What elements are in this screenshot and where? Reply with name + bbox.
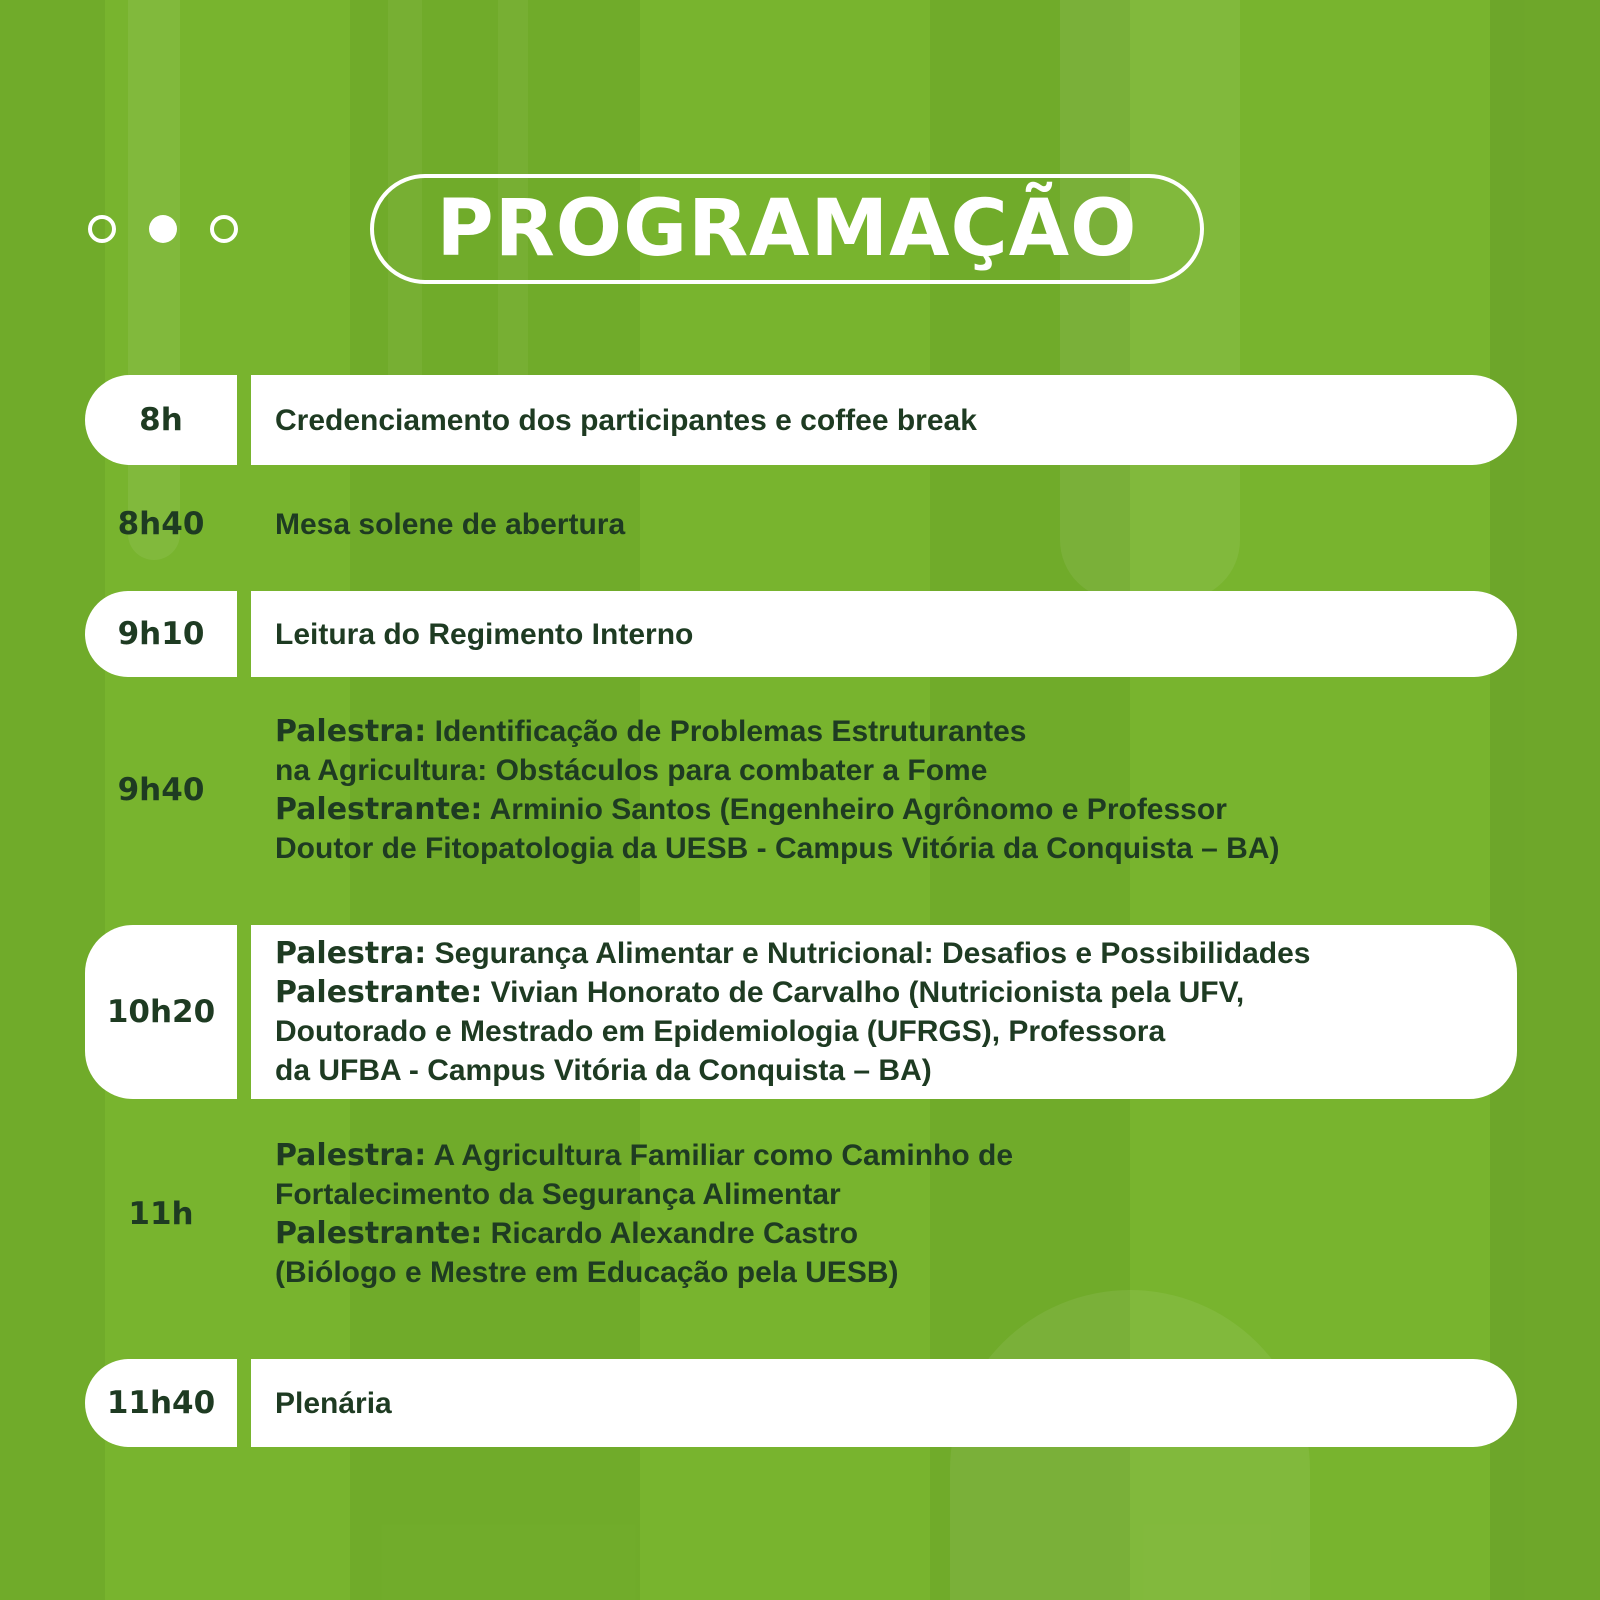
event-line-label: Palestrante: bbox=[275, 792, 483, 827]
row-gap bbox=[237, 375, 251, 465]
event-line-text: Fortalecimento da Segurança Alimentar bbox=[275, 1178, 841, 1211]
time-badge: 8h40 bbox=[117, 506, 205, 542]
event-description bbox=[251, 375, 1517, 465]
row-gap bbox=[237, 1359, 251, 1447]
event-line-label: Palestra: bbox=[275, 1138, 427, 1173]
event-line-text: Plenária bbox=[275, 1386, 392, 1420]
dot-filled-icon bbox=[149, 215, 177, 243]
event-line-text: Segurança Alimentar e Nutricional: Desafios e Possibilidades bbox=[426, 937, 1311, 970]
event-line-label: Palestra: bbox=[275, 714, 427, 749]
event-line bbox=[275, 934, 1517, 973]
event-line-text: Ricardo Alexandre Castro bbox=[482, 1217, 859, 1250]
header bbox=[0, 0, 1600, 330]
schedule-row bbox=[85, 591, 1517, 677]
event-line-text: Mesa solene de abertura bbox=[275, 507, 626, 541]
event-line bbox=[275, 1175, 1517, 1214]
event-line-text: Identificação de Problemas Estruturantes bbox=[426, 715, 1027, 748]
event-line bbox=[275, 1253, 1517, 1292]
schedule-row bbox=[85, 1359, 1517, 1447]
event-line-text: A Agricultura Familiar como Caminho de bbox=[426, 1139, 1014, 1172]
event-line bbox=[275, 829, 1517, 868]
event-line bbox=[275, 712, 1517, 751]
event-line-text: (Biólogo e Mestre em Educação pela UESB) bbox=[275, 1256, 899, 1289]
event-line-text: Arminio Santos (Engenheiro Agrônomo e Professor bbox=[482, 793, 1227, 826]
event-description bbox=[251, 1135, 1517, 1293]
event-line bbox=[275, 973, 1517, 1012]
event-line-text: Credenciamento dos participantes e coffee break bbox=[275, 403, 977, 437]
event-line-text: Doutorado e Mestrado em Epidemiologia (UFRGS), Professora bbox=[275, 1015, 1166, 1048]
row-gap bbox=[237, 591, 251, 677]
time-badge: 11h40 bbox=[85, 1359, 237, 1447]
event-line bbox=[275, 790, 1517, 829]
page-title: PROGRAMAÇÃO bbox=[436, 184, 1138, 274]
schedule-row bbox=[85, 1135, 1517, 1293]
event-line bbox=[275, 751, 1517, 790]
schedule-row bbox=[85, 375, 1517, 465]
dot-outline-icon bbox=[210, 215, 238, 243]
event-line-text: na Agricultura: Obstáculos para combater a Fome bbox=[275, 754, 988, 787]
event-description bbox=[251, 591, 1517, 677]
row-gap bbox=[237, 493, 251, 555]
event-line-text: da UFBA - Campus Vitória da Conquista – BA) bbox=[275, 1054, 932, 1087]
schedule-row bbox=[85, 711, 1517, 869]
event-line bbox=[275, 1214, 1517, 1253]
event-line-label: Palestra: bbox=[275, 936, 427, 971]
title-pill bbox=[370, 174, 1204, 284]
event-line-label: Palestrante: bbox=[275, 1216, 483, 1251]
event-description bbox=[251, 1359, 1517, 1447]
event-line bbox=[275, 1136, 1517, 1175]
dot-outline-icon bbox=[88, 215, 116, 243]
time-badge: 11h bbox=[128, 1196, 194, 1232]
event-description bbox=[251, 493, 1517, 555]
event-line bbox=[275, 505, 1517, 544]
schedule-row bbox=[85, 493, 1517, 555]
pagination-dots bbox=[88, 215, 238, 243]
event-line-text: Doutor de Fitopatologia da UESB - Campus Vitória da Conquista – BA) bbox=[275, 832, 1280, 865]
event-line bbox=[275, 615, 1517, 654]
time-badge: 9h40 bbox=[117, 772, 205, 808]
event-line bbox=[275, 401, 1517, 440]
event-description bbox=[251, 711, 1517, 869]
event-description bbox=[251, 925, 1517, 1099]
row-gap bbox=[237, 711, 251, 869]
time-badge: 8h bbox=[85, 375, 237, 465]
event-line bbox=[275, 1051, 1517, 1090]
time-badge: 10h20 bbox=[85, 925, 237, 1099]
event-line bbox=[275, 1384, 1517, 1423]
schedule-row bbox=[85, 925, 1517, 1099]
time-badge: 9h10 bbox=[85, 591, 237, 677]
row-gap bbox=[237, 925, 251, 1099]
event-line-label: Palestrante: bbox=[275, 975, 483, 1010]
row-gap bbox=[237, 1135, 251, 1293]
event-line-text: Leitura do Regimento Interno bbox=[275, 617, 694, 651]
schedule-list bbox=[85, 375, 1517, 1447]
event-line bbox=[275, 1012, 1517, 1051]
event-line-text: Vivian Honorato de Carvalho (Nutricionista pela UFV, bbox=[482, 976, 1245, 1009]
